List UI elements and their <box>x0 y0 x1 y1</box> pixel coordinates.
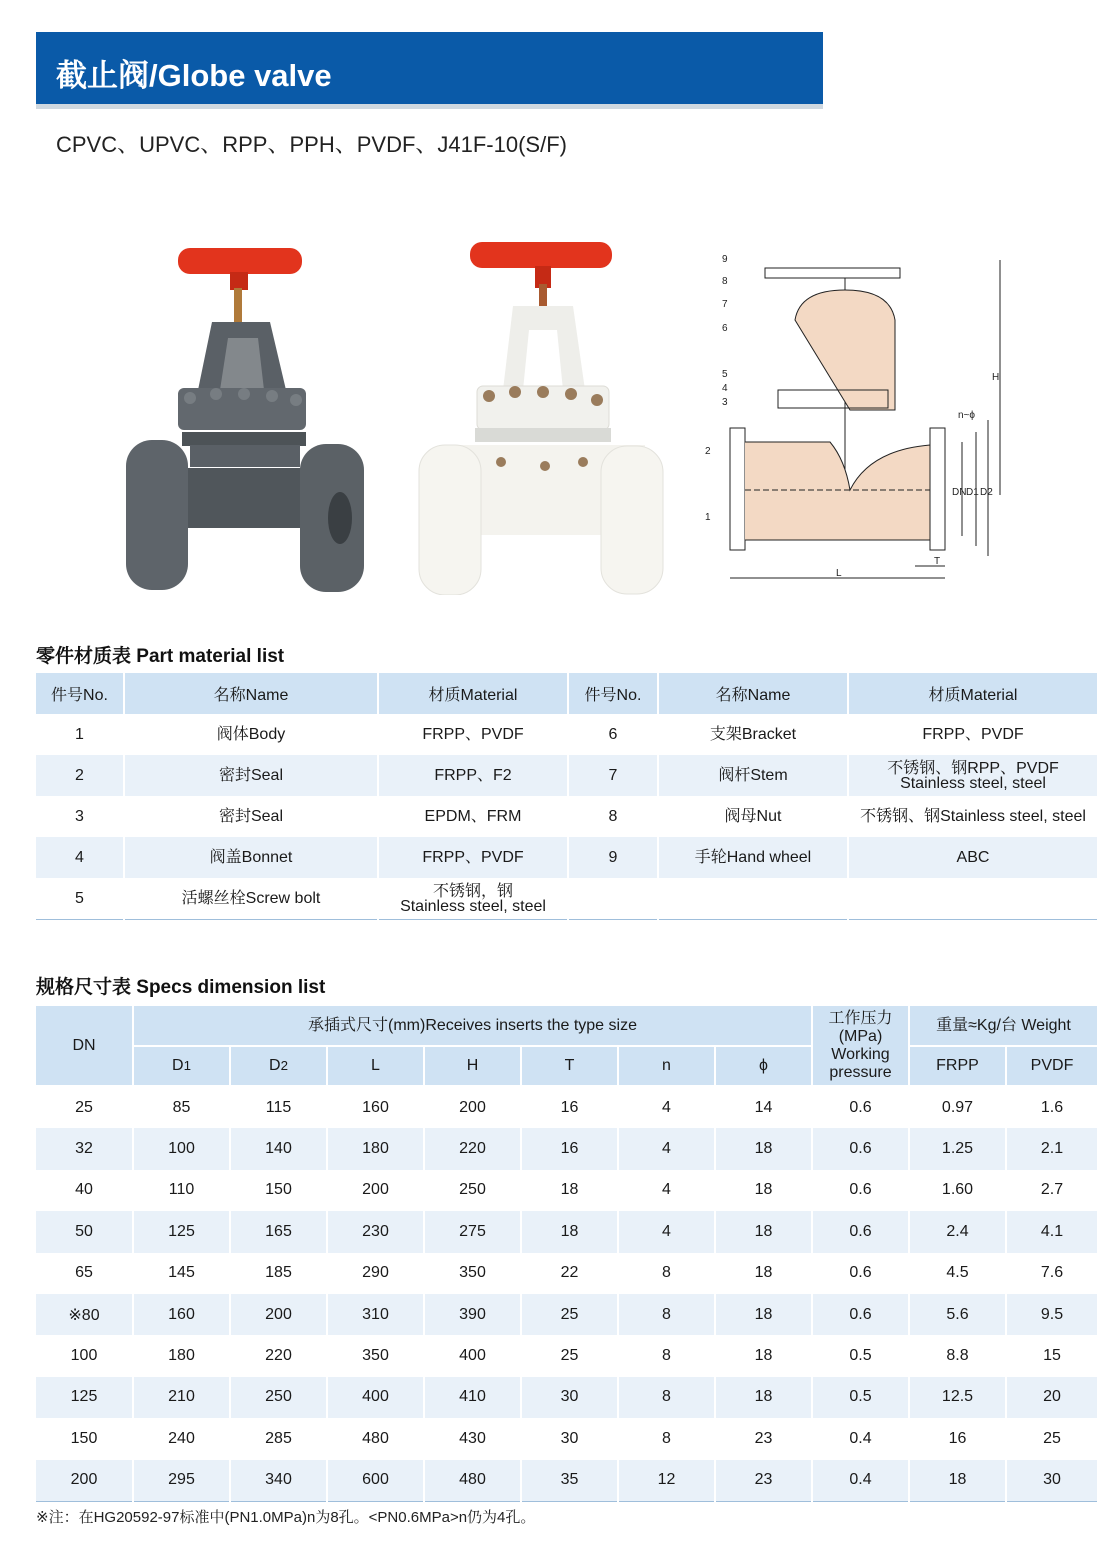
dim-d2: D2 <box>980 487 993 498</box>
parts-row <box>36 878 1098 920</box>
specs-cell: 23 <box>715 1418 812 1459</box>
specs-cell: 140 <box>230 1128 327 1169</box>
specs-cell: 50 <box>36 1211 133 1252</box>
specs-cell: 480 <box>424 1460 521 1502</box>
specs-row <box>36 1294 1098 1335</box>
specs-cell: 8.8 <box>909 1335 1006 1376</box>
specs-cell: 30 <box>521 1418 618 1459</box>
specs-cell: 275 <box>424 1211 521 1252</box>
parts-cell: 手轮Hand wheel <box>658 837 848 878</box>
specs-cell: 18 <box>715 1294 812 1335</box>
parts-cell <box>848 878 1098 920</box>
specs-header-frpp: FRPP <box>909 1046 1006 1086</box>
specs-row <box>36 1211 1098 1252</box>
dim-l: L <box>836 568 842 579</box>
specs-cell: 7.6 <box>1006 1253 1098 1294</box>
parts-cell: 阀盖Bonnet <box>124 837 378 878</box>
specs-cell: 160 <box>327 1086 424 1128</box>
parts-header-material-2: 材质Material <box>848 673 1098 714</box>
parts-cell: FRPP、PVDF <box>848 714 1098 755</box>
specs-cell: 25 <box>1006 1418 1098 1459</box>
dim-d1: D1 <box>966 487 979 498</box>
specs-row <box>36 1377 1098 1418</box>
specs-header-pressure <box>812 1006 909 1086</box>
specs-cell: 22 <box>521 1253 618 1294</box>
specs-cell: 12.5 <box>909 1377 1006 1418</box>
specs-row <box>36 1170 1098 1211</box>
callout-1: 1 <box>705 512 711 523</box>
specs-cell: 185 <box>230 1253 327 1294</box>
specs-header-t: T <box>521 1046 618 1086</box>
parts-cell: 阀体Body <box>124 714 378 755</box>
specs-cell: 85 <box>133 1086 230 1128</box>
parts-cell: 8 <box>568 796 658 837</box>
specs-cell: ※80 <box>36 1294 133 1335</box>
dim-t: T <box>934 556 941 567</box>
specs-header-l: L <box>327 1046 424 1086</box>
specs-cell: 18 <box>715 1335 812 1376</box>
specs-cell: 4 <box>618 1128 715 1169</box>
specs-cell: 100 <box>36 1335 133 1376</box>
section-drawing <box>700 250 1020 590</box>
title-banner <box>36 32 823 109</box>
specs-header-weight-group: 重量≈Kg/台 Weight <box>909 1006 1098 1046</box>
specs-cell: 390 <box>424 1294 521 1335</box>
specs-row <box>36 1128 1098 1169</box>
specs-cell: 15 <box>1006 1335 1098 1376</box>
specs-row <box>36 1460 1098 1502</box>
specs-cell: 0.6 <box>812 1211 909 1252</box>
parts-cell: FRPP、F2 <box>378 755 568 796</box>
specs-cell: 18 <box>521 1170 618 1211</box>
specs-cell: 20 <box>1006 1377 1098 1418</box>
specs-cell: 0.4 <box>812 1418 909 1459</box>
specs-row <box>36 1253 1098 1294</box>
specs-cell: 110 <box>133 1170 230 1211</box>
specs-cell: 2.7 <box>1006 1170 1098 1211</box>
parts-row <box>36 714 1098 755</box>
specs-cell: 65 <box>36 1253 133 1294</box>
specs-cell: 200 <box>424 1086 521 1128</box>
parts-cell: 6 <box>568 714 658 755</box>
specs-cell: 200 <box>327 1170 424 1211</box>
specs-cell: 145 <box>133 1253 230 1294</box>
specs-cell: 400 <box>327 1377 424 1418</box>
pressure-en1: Working <box>831 1045 890 1063</box>
specs-cell: 4.1 <box>1006 1211 1098 1252</box>
parts-cell: 密封Seal <box>124 796 378 837</box>
parts-section-title: 零件材质表 Part material list <box>36 646 285 667</box>
specs-cell: 430 <box>424 1418 521 1459</box>
specs-cell: 8 <box>618 1335 715 1376</box>
specs-cell: 125 <box>36 1377 133 1418</box>
callout-9: 9 <box>722 254 728 265</box>
parts-table <box>36 673 1099 920</box>
specs-cell: 18 <box>521 1211 618 1252</box>
specs-cell: 2.1 <box>1006 1128 1098 1169</box>
specs-cell: 250 <box>230 1377 327 1418</box>
d2-sub: 2 <box>280 1058 288 1073</box>
specs-cell: 340 <box>230 1460 327 1502</box>
parts-header-material: 材质Material <box>378 673 568 714</box>
parts-cell: 2 <box>36 755 124 796</box>
parts-cell: 阀杆Stem <box>658 755 848 796</box>
callout-3: 3 <box>722 397 728 408</box>
specs-cell: 16 <box>521 1128 618 1169</box>
specs-cell: 5.6 <box>909 1294 1006 1335</box>
specs-cell: 40 <box>36 1170 133 1211</box>
callout-8: 8 <box>722 276 728 287</box>
parts-cell: 支架Bracket <box>658 714 848 755</box>
specs-cell: 18 <box>715 1253 812 1294</box>
specs-cell: 30 <box>1006 1460 1098 1502</box>
specs-cell: 220 <box>424 1128 521 1169</box>
specs-cell: 1.6 <box>1006 1086 1098 1128</box>
specs-cell: 18 <box>715 1377 812 1418</box>
specs-cell: 8 <box>618 1253 715 1294</box>
cell-line: 不锈钢，钢 <box>432 882 513 900</box>
specs-header-d1 <box>133 1046 230 1086</box>
specs-cell: 9.5 <box>1006 1294 1098 1335</box>
specs-cell: 230 <box>327 1211 424 1252</box>
specs-cell: 100 <box>133 1128 230 1169</box>
specs-cell: 285 <box>230 1418 327 1459</box>
specs-cell: 0.5 <box>812 1377 909 1418</box>
gray-valve-photo <box>120 240 370 595</box>
specs-cell: 295 <box>133 1460 230 1502</box>
parts-cell: 阀母Nut <box>658 796 848 837</box>
parts-cell: EPDM、FRM <box>378 796 568 837</box>
parts-cell: 密封Seal <box>124 755 378 796</box>
specs-cell: 12 <box>618 1460 715 1502</box>
specs-cell: 4 <box>618 1211 715 1252</box>
specs-cell: 600 <box>327 1460 424 1502</box>
specs-cell: 0.6 <box>812 1086 909 1128</box>
parts-header-no: 件号No. <box>36 673 124 714</box>
specs-cell: 8 <box>618 1294 715 1335</box>
specs-cell: 150 <box>36 1418 133 1459</box>
specs-header-row-1 <box>36 1006 1098 1046</box>
specs-cell: 23 <box>715 1460 812 1502</box>
callout-6: 6 <box>722 323 728 334</box>
specs-cell: 18 <box>715 1211 812 1252</box>
parts-cell <box>848 755 1098 796</box>
parts-cell <box>658 878 848 920</box>
parts-cell <box>568 878 658 920</box>
dim-dn: DN <box>952 487 967 498</box>
specs-cell: 25 <box>521 1335 618 1376</box>
specs-header-phi: ϕ <box>715 1046 812 1086</box>
specs-cell: 480 <box>327 1418 424 1459</box>
specs-cell: 8 <box>618 1377 715 1418</box>
parts-header-row <box>36 673 1098 714</box>
parts-cell: FRPP、PVDF <box>378 714 568 755</box>
specs-cell: 290 <box>327 1253 424 1294</box>
dim-h: H <box>992 372 1000 383</box>
specs-cell: 32 <box>36 1128 133 1169</box>
d2-main: D <box>269 1057 281 1074</box>
specs-cell: 18 <box>909 1460 1006 1502</box>
footnote: ※注：在HG20592-97标准中(PN1.0MPa)n为8孔。<PN0.6MPa>n仍为4孔。 <box>36 1509 536 1526</box>
specs-cell: 180 <box>327 1128 424 1169</box>
specs-cell: 115 <box>230 1086 327 1128</box>
callout-7: 7 <box>722 299 728 310</box>
specs-cell: 150 <box>230 1170 327 1211</box>
specs-header-dn: DN <box>36 1006 133 1086</box>
specs-cell: 18 <box>715 1128 812 1169</box>
parts-row <box>36 837 1098 878</box>
specs-cell: 0.5 <box>812 1335 909 1376</box>
parts-row <box>36 755 1098 796</box>
specs-cell: 180 <box>133 1335 230 1376</box>
white-valve-photo <box>415 240 665 595</box>
parts-header-name-2: 名称Name <box>658 673 848 714</box>
specs-cell: 0.4 <box>812 1460 909 1502</box>
pressure-cn: 工作压力 <box>828 1009 893 1027</box>
parts-cell: 不锈钢、钢Stainless steel, steel <box>848 796 1098 837</box>
specs-cell: 250 <box>424 1170 521 1211</box>
specs-header-d2 <box>230 1046 327 1086</box>
specs-cell: 2.4 <box>909 1211 1006 1252</box>
parts-cell <box>378 878 568 920</box>
parts-header-no-2: 件号No. <box>568 673 658 714</box>
cell-line: 不锈钢、钢RPP、PVDF <box>887 759 1059 777</box>
d1-sub: 1 <box>183 1058 191 1073</box>
specs-cell: 0.6 <box>812 1294 909 1335</box>
callout-2: 2 <box>705 446 711 457</box>
specs-header-pvdf: PVDF <box>1006 1046 1098 1086</box>
cell-line: Stainless steel, steel <box>400 897 546 915</box>
specs-cell: 350 <box>327 1335 424 1376</box>
specs-cell: 18 <box>715 1170 812 1211</box>
material-subtitle: CPVC、UPVC、RPP、PPH、PVDF、J41F-10(S/F) <box>56 132 567 157</box>
specs-cell: 125 <box>133 1211 230 1252</box>
specs-cell: 240 <box>133 1418 230 1459</box>
d1-main: D <box>172 1057 184 1074</box>
parts-cell: 7 <box>568 755 658 796</box>
parts-cell: 活螺丝栓Screw bolt <box>124 878 378 920</box>
specs-cell: 410 <box>424 1377 521 1418</box>
parts-cell: 4 <box>36 837 124 878</box>
specs-cell: 200 <box>36 1460 133 1502</box>
parts-header-name: 名称Name <box>124 673 378 714</box>
specs-cell: 8 <box>618 1418 715 1459</box>
specs-cell: 4 <box>618 1170 715 1211</box>
specs-header-n: n <box>618 1046 715 1086</box>
specs-cell: 30 <box>521 1377 618 1418</box>
parts-cell: 3 <box>36 796 124 837</box>
specs-cell: 25 <box>36 1086 133 1128</box>
specs-row <box>36 1335 1098 1376</box>
parts-cell: FRPP、PVDF <box>378 837 568 878</box>
specs-cell: 1.60 <box>909 1170 1006 1211</box>
specs-cell: 14 <box>715 1086 812 1128</box>
specs-row <box>36 1086 1098 1128</box>
specs-header-row-2 <box>36 1046 1098 1086</box>
specs-cell: 220 <box>230 1335 327 1376</box>
specs-cell: 0.6 <box>812 1170 909 1211</box>
parts-cell: 9 <box>568 837 658 878</box>
specs-cell: 160 <box>133 1294 230 1335</box>
parts-cell: 5 <box>36 878 124 920</box>
specs-header-h: H <box>424 1046 521 1086</box>
specs-cell: 400 <box>424 1335 521 1376</box>
cell-line: Stainless steel, steel <box>900 774 1046 792</box>
parts-cell: ABC <box>848 837 1098 878</box>
page-title: 截止阀/Globe valve <box>56 58 332 93</box>
specs-cell: 350 <box>424 1253 521 1294</box>
specs-header-size-group: 承插式尺寸(mm)Receives inserts the type size <box>133 1006 812 1046</box>
specs-row <box>36 1418 1098 1459</box>
specs-cell: 0.97 <box>909 1086 1006 1128</box>
callout-4: 4 <box>722 383 728 394</box>
specs-cell: 0.6 <box>812 1253 909 1294</box>
specs-cell: 4.5 <box>909 1253 1006 1294</box>
specs-cell: 25 <box>521 1294 618 1335</box>
specs-cell: 16 <box>909 1418 1006 1459</box>
parts-cell: 1 <box>36 714 124 755</box>
specs-cell: 310 <box>327 1294 424 1335</box>
specs-table <box>36 1006 1099 1502</box>
specs-cell: 1.25 <box>909 1128 1006 1169</box>
pressure-unit: (MPa) <box>838 1027 883 1045</box>
specs-cell: 4 <box>618 1086 715 1128</box>
specs-cell: 16 <box>521 1086 618 1128</box>
specs-cell: 0.6 <box>812 1128 909 1169</box>
parts-row <box>36 796 1098 837</box>
dim-n-phi: n~ϕ <box>958 410 976 421</box>
specs-cell: 210 <box>133 1377 230 1418</box>
specs-cell: 165 <box>230 1211 327 1252</box>
specs-cell: 200 <box>230 1294 327 1335</box>
callout-5: 5 <box>722 369 728 380</box>
specs-cell: 35 <box>521 1460 618 1502</box>
pressure-en2: pressure <box>829 1063 892 1081</box>
specs-section-title: 规格尺寸表 Specs dimension list <box>36 977 326 998</box>
